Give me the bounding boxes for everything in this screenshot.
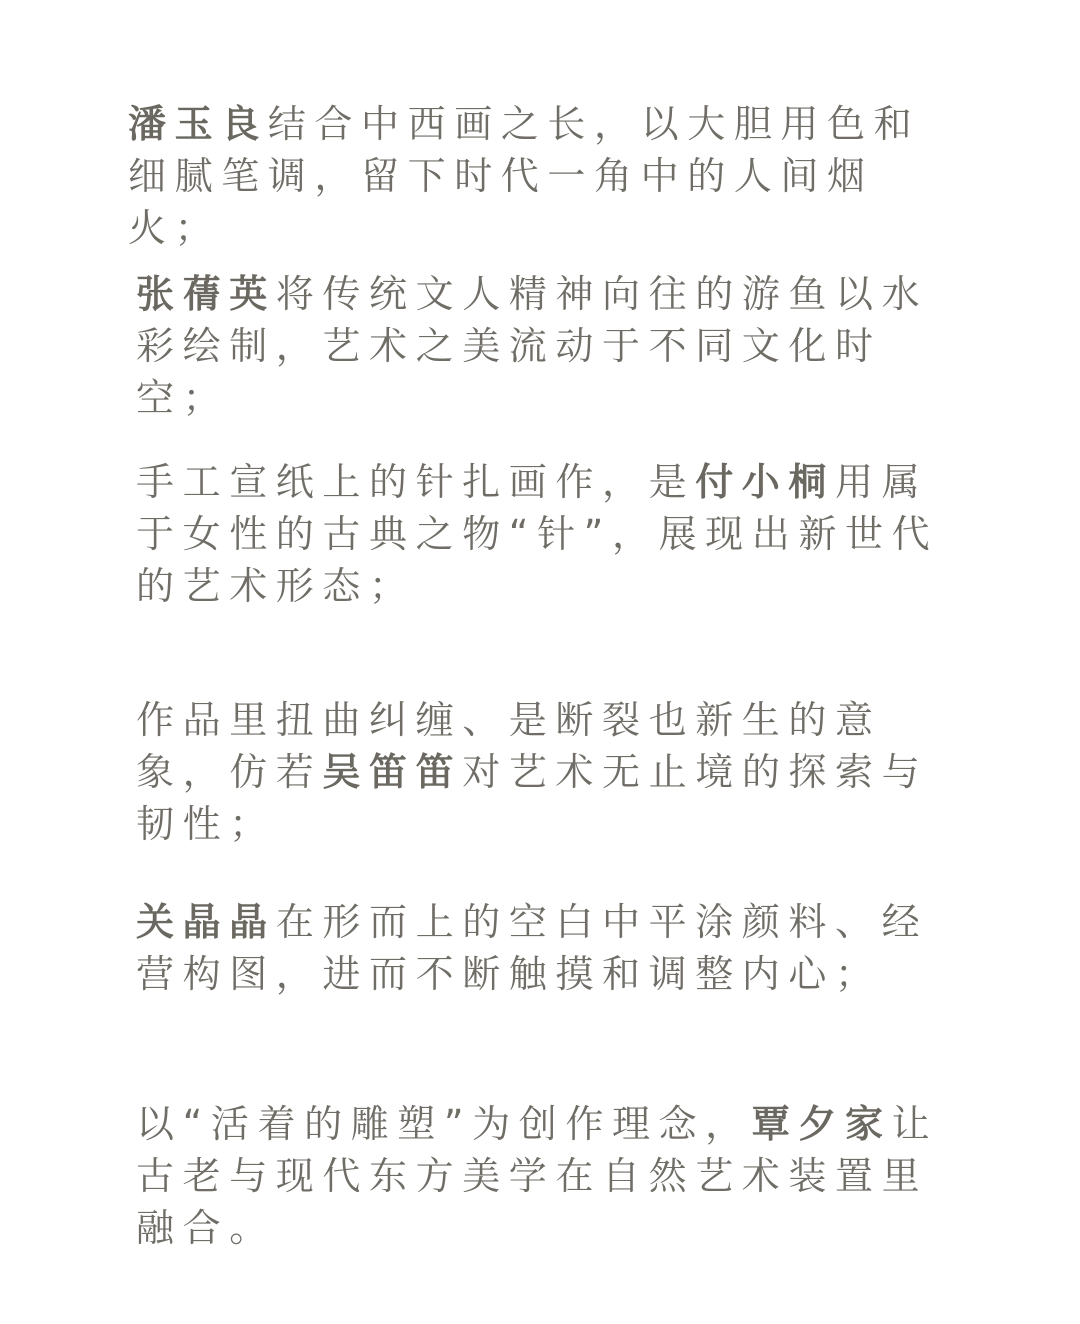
paragraph-tan-xijia [136,1098,948,1254]
paragraph-text-after: 在形而上的空白中平涂颜料、经营构图，进而不断触摸和调整内心； [136,900,929,996]
paragraph-text-after: 结合中西画之长，以大胆用色和细腻笔调，留下时代一角中的人间烟火； [128,102,921,250]
artist-name-fu-xiaotong: 付小桐 [695,460,836,504]
paragraph-text-after: 让古老与现代东方美学在自然艺术装置里融合。 [136,1102,939,1250]
paragraph-text-after: 用属于女性的古典之物“针”，展现出新世代的艺术形态； [136,460,939,608]
paragraph-wu-didi [136,694,948,850]
artist-name-guan-jingjing: 关晶晶 [136,900,276,944]
artist-name-wu-didi: 吴笛笛 [322,750,463,794]
paragraph-text-before: 以“活着的雕塑”为创作理念， [136,1102,752,1146]
artist-name-zhang-qianying: 张蒨英 [136,272,276,316]
paragraph-zhang-qianying [136,268,948,424]
paragraph-fu-xiaotong [136,456,948,612]
paragraph-text-after: 对艺术无止境的探索与韧性； [136,750,929,846]
paragraph-text-after: 将传统文人精神向往的游鱼以水彩绘制，艺术之美流动于不同文化时空； [136,272,929,420]
paragraph-text-before: 作品里扭曲纠缠、是断裂也新生的意象，仿若 [136,698,882,794]
paragraph-pan-yuliang [128,98,940,254]
artist-name-tan-xijia: 覃夕家 [751,1102,892,1146]
paragraph-text-before: 手工宣纸上的针扎画作，是 [136,460,696,504]
paragraph-guan-jingjing [136,896,948,1000]
artist-name-pan-yuliang: 潘玉良 [128,102,268,146]
